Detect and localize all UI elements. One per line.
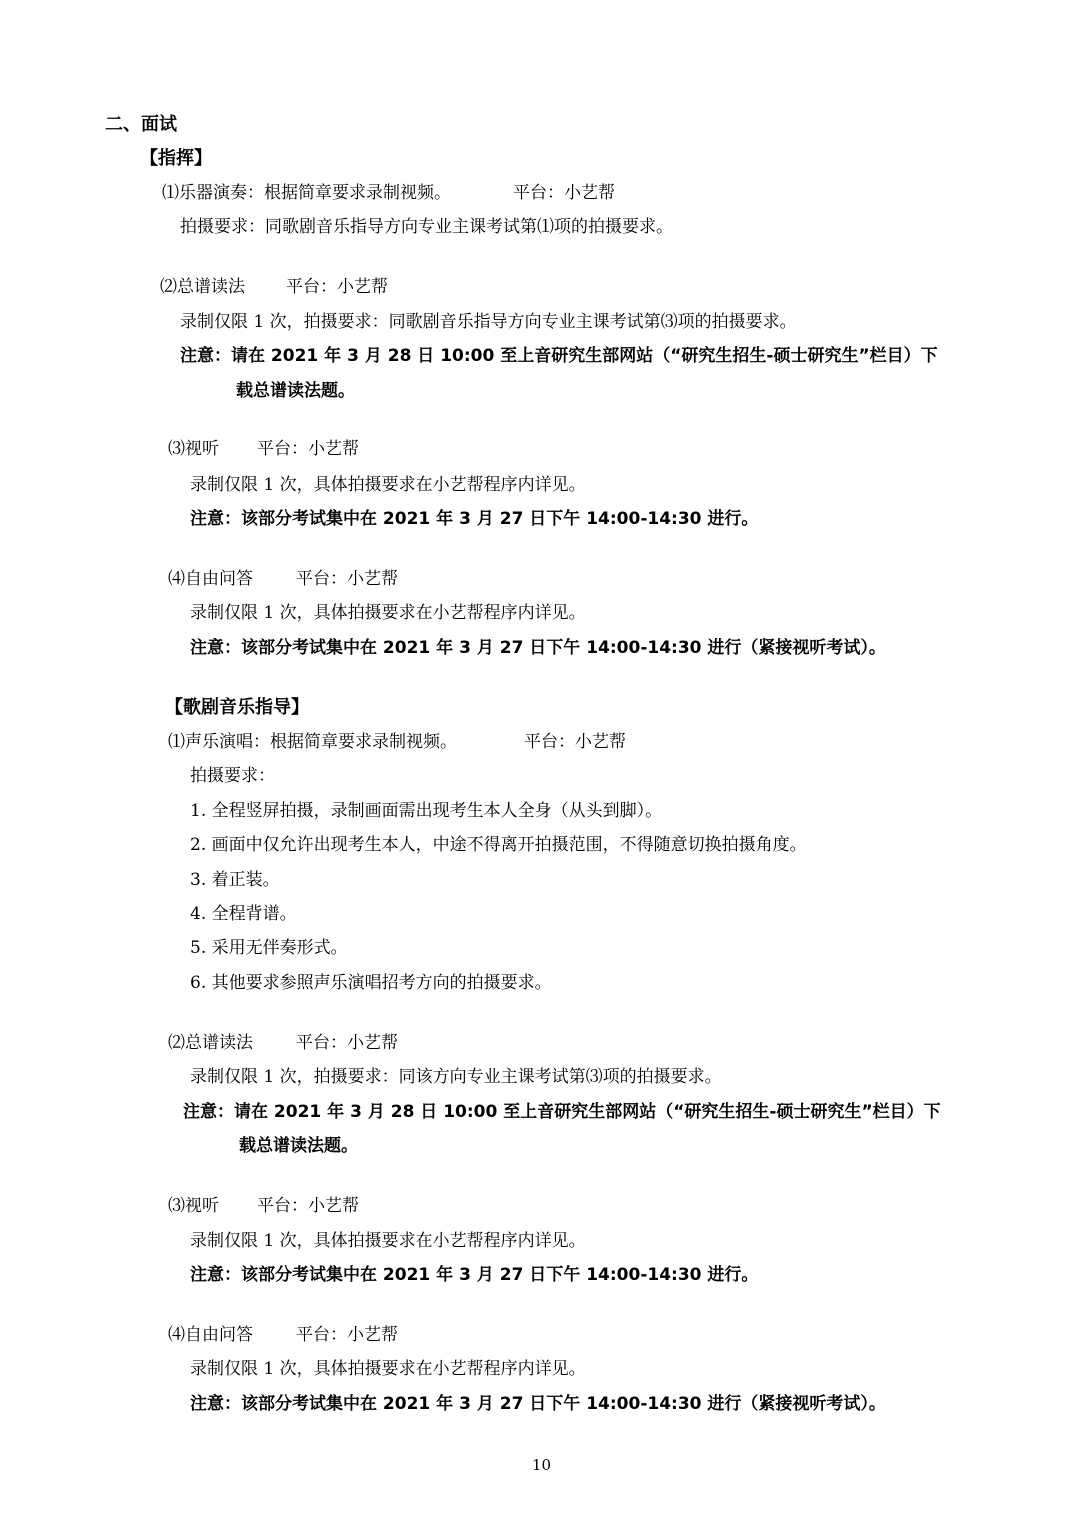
- opera-requirement: 2. 画面中仅允许出现考生本人，中途不得离开拍摄范围，不得随意切换拍摄角度。: [190, 835, 807, 855]
- conducting-item-1-platform: 平台：小艺帮: [513, 183, 615, 203]
- heading-opera-coaching: 【歌剧音乐指导】: [165, 697, 309, 718]
- opera-item-4-platform: 平台：小艺帮: [296, 1325, 398, 1345]
- opera-item-3: ⑶视听: [168, 1196, 219, 1216]
- conducting-item-2-note-line-2: 载总谱读法题。: [236, 381, 355, 401]
- conducting-item-2-platform: 平台：小艺帮: [286, 277, 388, 297]
- conducting-item-4-note: 注意：该部分考试集中在 2021 年 3 月 27 日下午 14:00-14:30 进行（紧接视听考试）。: [190, 638, 886, 658]
- opera-item-3-note: 注意：该部分考试集中在 2021 年 3 月 27 日下午 14:00-14:30 进行。: [190, 1265, 759, 1285]
- opera-item-4-requirement: 录制仅限 1 次，具体拍摄要求在小艺帮程序内详见。: [190, 1359, 586, 1379]
- opera-item-2-note-line-1: 注意：请在 2021 年 3 月 28 日 10:00 至上音研究生部网站（“研究生招生-硕士研究生”栏目）下: [183, 1102, 941, 1122]
- conducting-item-3-requirement: 录制仅限 1 次，具体拍摄要求在小艺帮程序内详见。: [190, 475, 586, 495]
- opera-item-1: ⑴声乐演唱：根据简章要求录制视频。: [168, 732, 457, 752]
- conducting-item-3: ⑶视听: [168, 439, 219, 459]
- opera-requirement: 5. 采用无伴奏形式。: [190, 938, 348, 958]
- heading-conducting: 【指挥】: [140, 148, 212, 169]
- conducting-item-2-note-line-1: 注意：请在 2021 年 3 月 28 日 10:00 至上音研究生部网站（“研究生招生-硕士研究生”栏目）下: [180, 346, 938, 366]
- opera-item-1-platform: 平台：小艺帮: [524, 732, 626, 752]
- opera-item-2: ⑵总谱读法: [168, 1033, 253, 1053]
- opera-item-4: ⑷自由问答: [168, 1325, 253, 1345]
- opera-requirement: 4. 全程背谱。: [190, 904, 297, 924]
- conducting-item-4: ⑷自由问答: [168, 569, 253, 589]
- opera-item-2-platform: 平台：小艺帮: [296, 1033, 398, 1053]
- opera-item-2-requirement: 录制仅限 1 次，拍摄要求：同该方向专业主课考试第⑶项的拍摄要求。: [190, 1067, 722, 1087]
- conducting-item-1: ⑴乐器演奏：根据简章要求录制视频。: [162, 183, 451, 203]
- opera-item-4-note: 注意：该部分考试集中在 2021 年 3 月 27 日下午 14:00-14:30 进行（紧接视听考试）。: [190, 1394, 886, 1414]
- section-title: 二、面试: [105, 114, 177, 135]
- page-number: 10: [532, 1456, 552, 1474]
- conducting-item-2: ⑵总谱读法: [160, 277, 245, 297]
- opera-item-1-requirement-label: 拍摄要求：: [190, 766, 275, 786]
- opera-item-2-note-line-2: 载总谱读法题。: [239, 1136, 358, 1156]
- opera-item-3-platform: 平台：小艺帮: [257, 1196, 359, 1216]
- conducting-item-1-requirement: 拍摄要求：同歌剧音乐指导方向专业主课考试第⑴项的拍摄要求。: [180, 217, 673, 237]
- opera-requirement: 6. 其他要求参照声乐演唱招考方向的拍摄要求。: [190, 973, 552, 993]
- conducting-item-3-platform: 平台：小艺帮: [257, 439, 359, 459]
- opera-requirement: 1. 全程竖屏拍摄，录制画面需出现考生本人全身（从头到脚）。: [190, 801, 663, 821]
- conducting-item-3-note: 注意：该部分考试集中在 2021 年 3 月 27 日下午 14:00-14:30 进行。: [190, 509, 759, 529]
- conducting-item-2-requirement: 录制仅限 1 次，拍摄要求：同歌剧音乐指导方向专业主课考试第⑶项的拍摄要求。: [180, 312, 797, 332]
- opera-item-3-requirement: 录制仅限 1 次，具体拍摄要求在小艺帮程序内详见。: [190, 1231, 586, 1251]
- conducting-item-4-requirement: 录制仅限 1 次，具体拍摄要求在小艺帮程序内详见。: [190, 603, 586, 623]
- conducting-item-4-platform: 平台：小艺帮: [296, 569, 398, 589]
- opera-requirement: 3. 着正装。: [190, 870, 280, 890]
